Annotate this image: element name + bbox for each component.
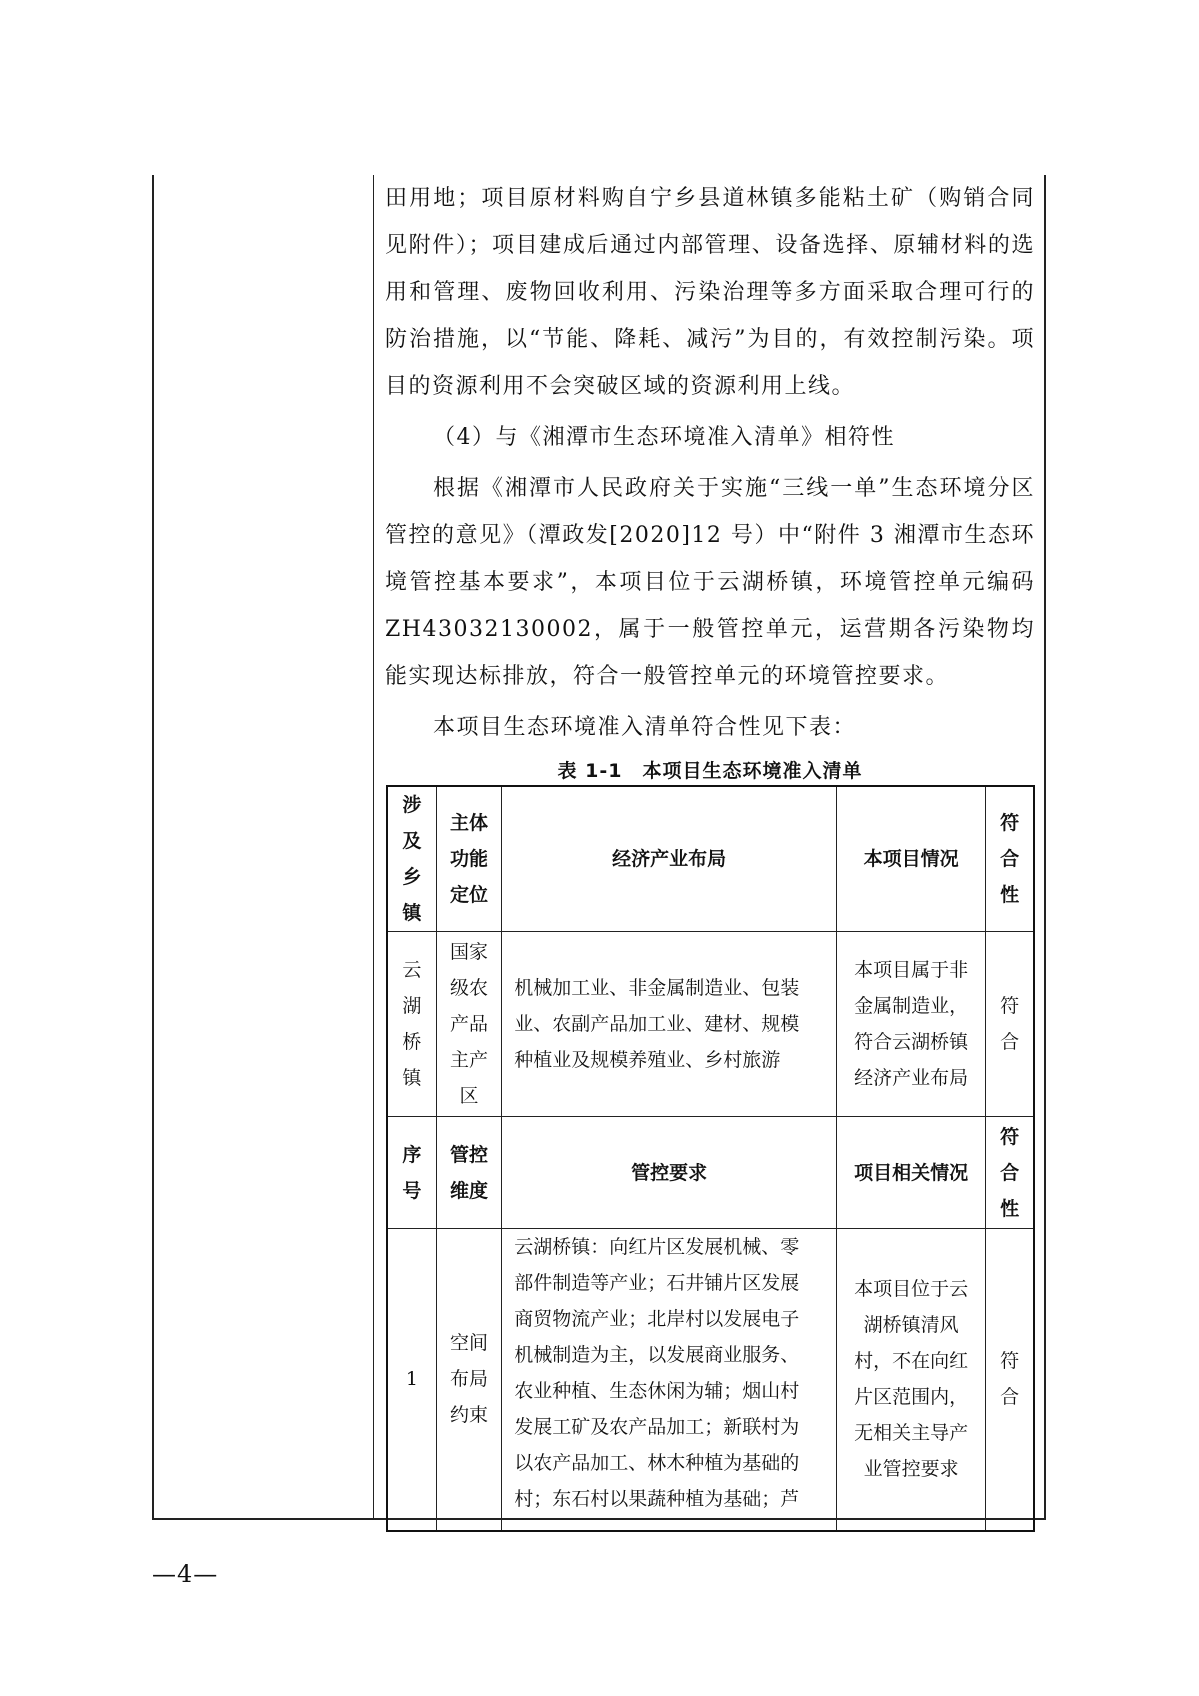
table-header-row-2	[387, 1117, 1034, 1229]
header-project-status: 本项目情况	[837, 786, 986, 932]
outer-column-divider	[373, 175, 374, 1520]
header-compliance-2: 符 合 性	[986, 1117, 1034, 1229]
cell-control-requirements: 云湖桥镇：向红片区发展机械、零 部件制造等产业；石井铺片区发展 商贸物流产业；北岸村以发展电子 机械制造为主，以发展商业服务、 农业种植、生态休闲为辅；烟山村 发展工矿及农产品加工；新联村为 以农产品加工、林木种植为基础的 村；东石村以果蔬种植为基础；芦	[502, 1229, 837, 1531]
cell-control-dimension: 空间 布局 约束	[436, 1229, 501, 1531]
paragraph-three-lines-one-list: 根据《湘潭市人民政府关于实施“三线一单”生态环境分区管控的意见》（潭政发[2020]12 号）中“附件 3 湘潭市生态环境管控基本要求”，本项目位于云湖桥镇，环境管控单元编码 ZH43032130002，属于一般管控单元，运营期各污染物均能实现达标排放，符合一般管控单元的环境管控要求。	[385, 476, 1035, 689]
header-control-dimension: 管控 维度	[436, 1117, 501, 1229]
cell-seq: 1	[387, 1229, 436, 1531]
env-access-table	[386, 785, 1035, 1532]
header-control-requirements: 管控要求	[502, 1117, 837, 1229]
section-heading-4: （4）与《湘潭市生态环境准入清单》相符性	[433, 425, 895, 450]
header-function: 主体 功能 定位	[436, 786, 501, 932]
cell-industry-layout: 机械加工业、非金属制造业、包装 业、农副产品加工业、建材、规模 种植业及规模养殖业、乡村旅游	[502, 932, 837, 1117]
cell-compliance: 符 合	[986, 932, 1034, 1117]
page-number: —4—	[152, 1560, 219, 1588]
header-seq: 序 号	[387, 1117, 436, 1229]
table-row-town	[387, 932, 1034, 1117]
cell-project-status: 本项目属于非 金属制造业， 符合云湖桥镇 经济产业布局	[837, 932, 986, 1117]
cell-compliance-2: 符 合	[986, 1229, 1034, 1531]
cell-project-related: 本项目位于云 湖桥镇清风 村，不在向红 片区范围内， 无相关主导产 业管控要求	[837, 1229, 986, 1531]
cell-function: 国家 级农 产品 主产 区	[436, 932, 501, 1117]
table-caption: 表 1-1 本项目生态环境准入清单	[557, 760, 863, 782]
header-compliance: 符 合 性	[986, 786, 1034, 932]
table-row-1	[387, 1229, 1034, 1531]
content-column	[385, 175, 1035, 751]
header-project-related: 项目相关情况	[837, 1117, 986, 1229]
header-industry-layout: 经济产业布局	[502, 786, 837, 932]
paragraph-resource-use: 田用地；项目原材料购自宁乡县道林镇多能粘土矿（购销合同见附件）；项目建成后通过内部管理、设备选择、原辅材料的选用和管理、废物回收利用、污染治理等多方面采取合理可行的防治措施，以“节能、降耗、减污”为目的，有效控制污染。项目的资源利用不会突破区域的资源利用上线。	[385, 186, 1035, 399]
table-header-row-1	[387, 786, 1034, 932]
cell-town: 云 湖 桥 镇	[387, 932, 436, 1117]
paragraph-table-intro: 本项目生态环境准入清单符合性见下表：	[433, 715, 857, 740]
header-town: 涉 及 乡 镇	[387, 786, 436, 932]
